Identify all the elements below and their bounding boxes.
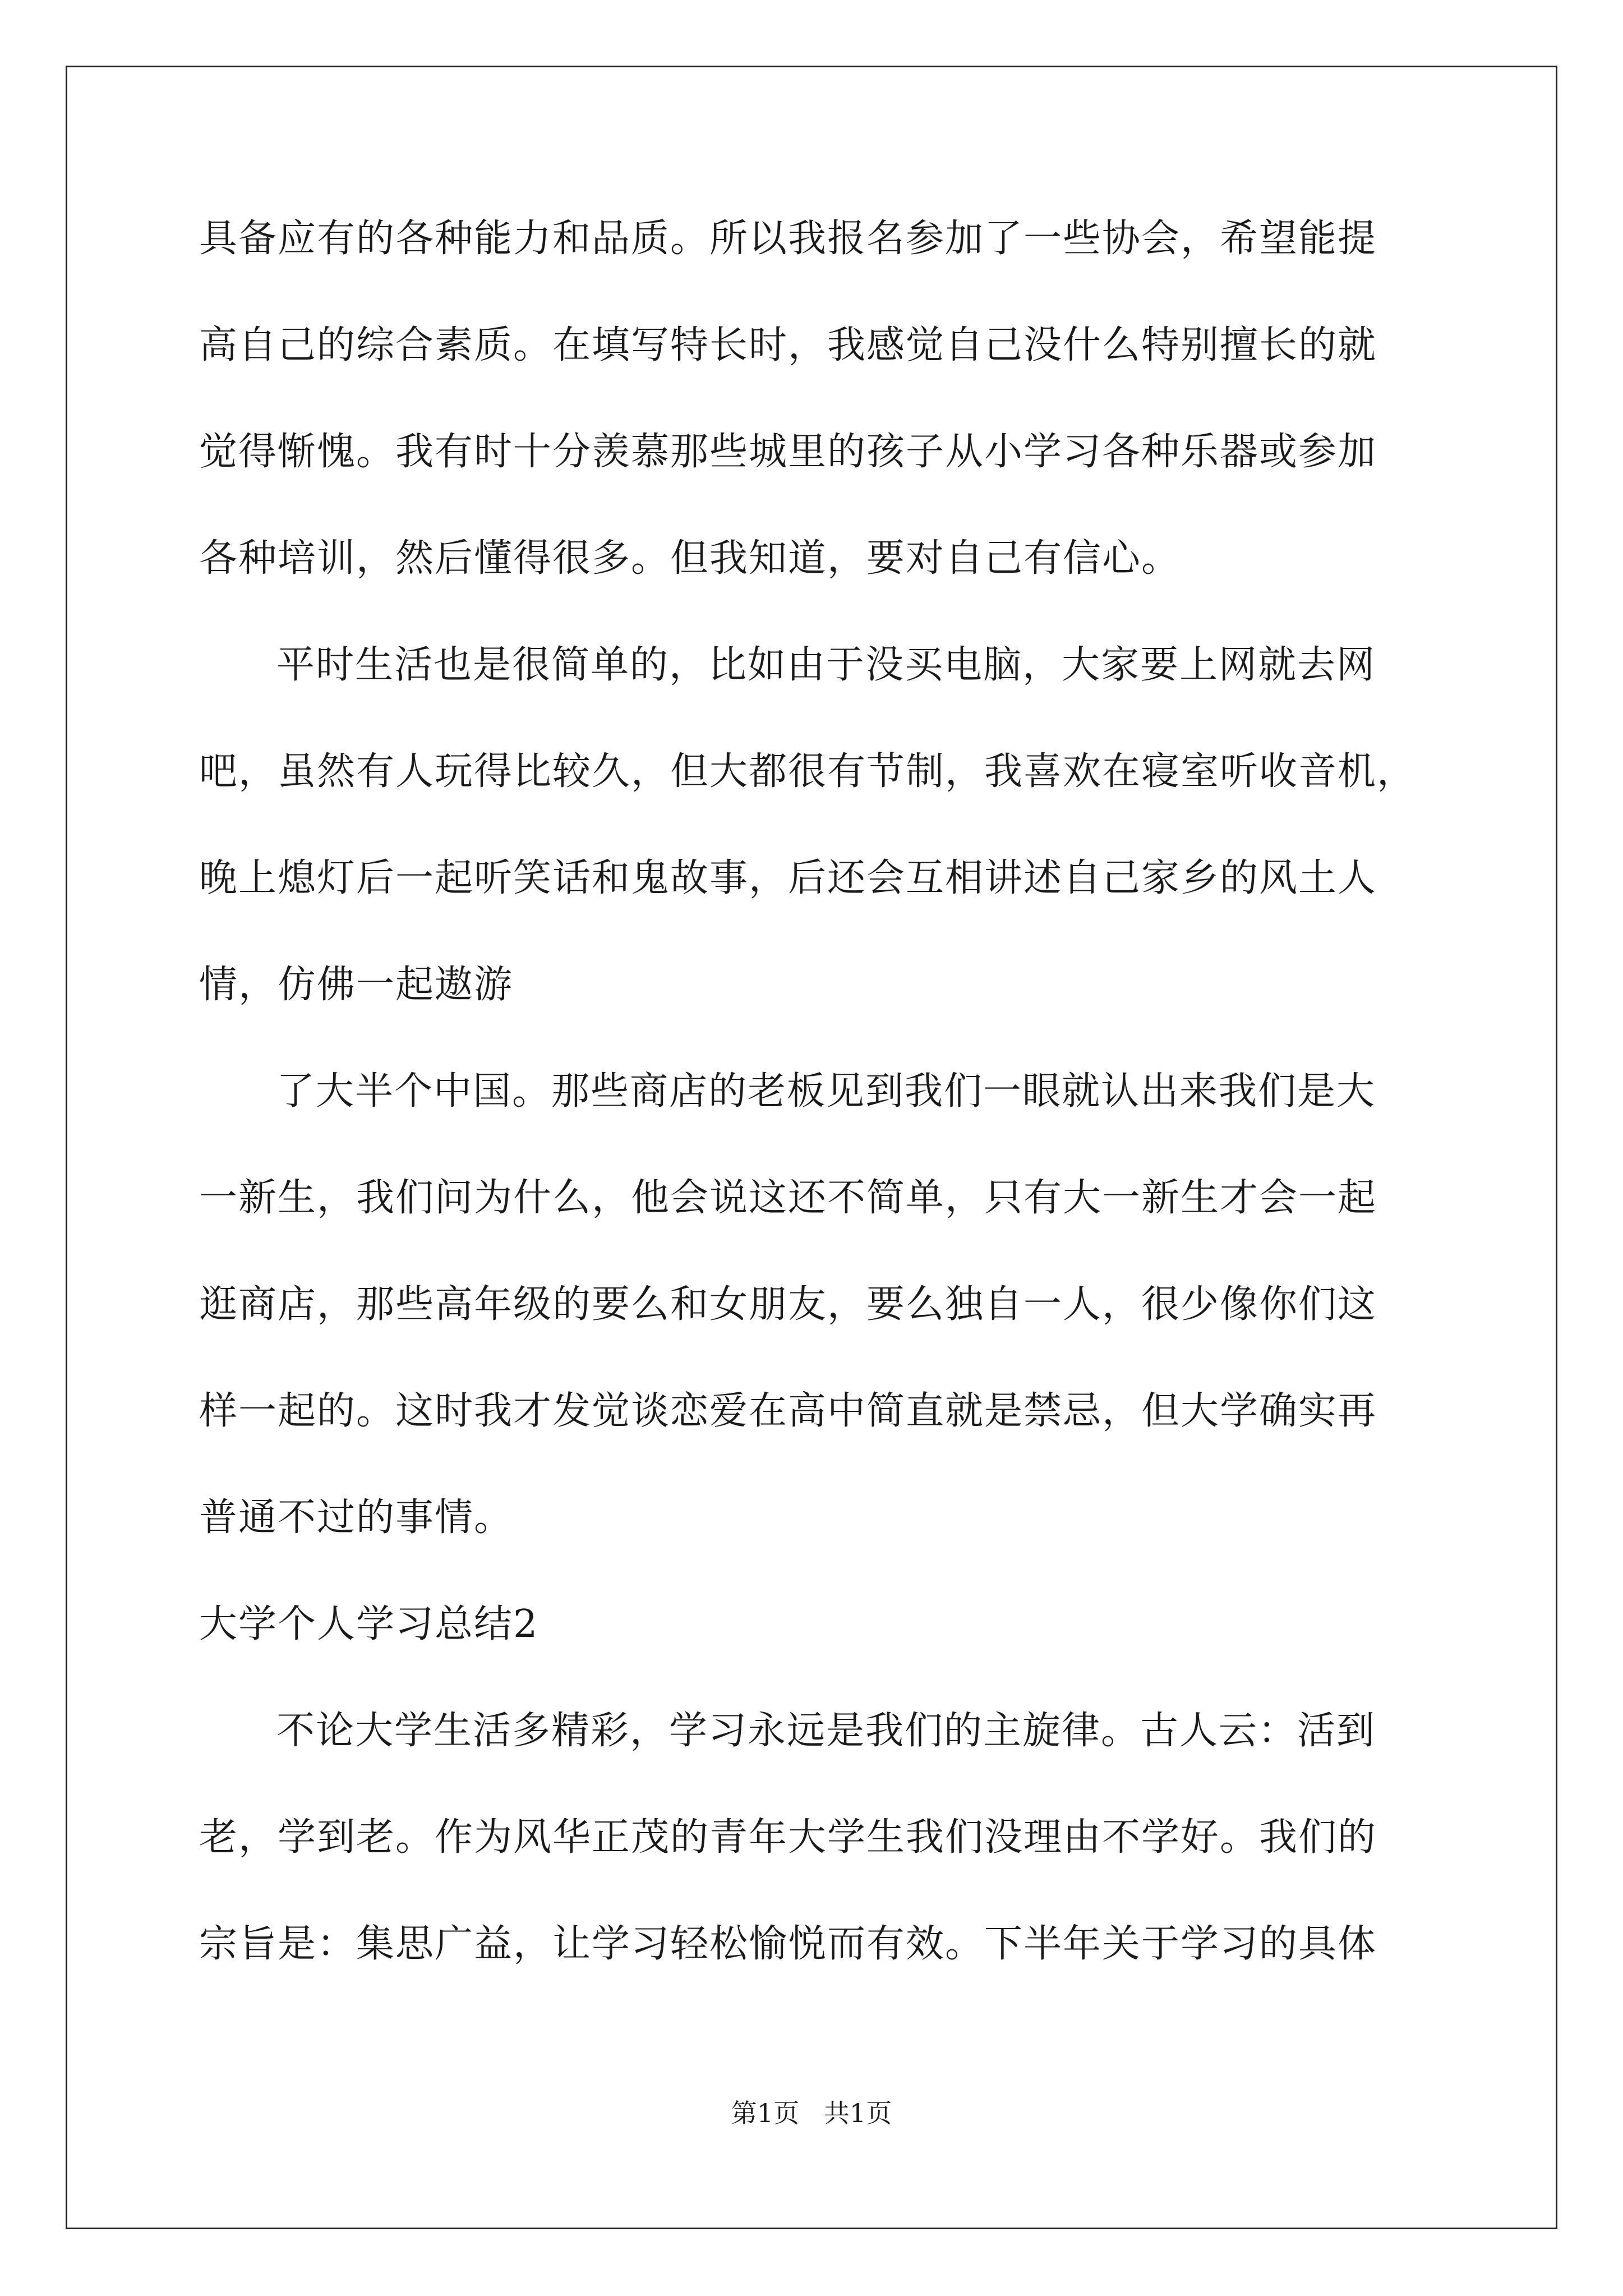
paragraph-line: 高自己的综合素质。在填写特长时，我感觉自己没什么特别擅长的就 — [199, 323, 1377, 367]
paragraph-line: 各种培训，然后懂得很多。但我知道，要对自己有信心。 — [199, 536, 1181, 581]
paragraph-line: 觉得惭愧。我有时十分羡慕那些城里的孩子从小学习各种乐器或参加 — [199, 430, 1377, 474]
section-heading: 大学个人学习总结2 — [199, 1602, 539, 1646]
paragraph-line: 平时生活也是很简单的，比如由于没买电脑，大家要上网就去网 — [276, 643, 1376, 687]
paragraph-line: 吧，虽然有人玩得比较久，但大都很有节制，我喜欢在寝室听收音机， — [199, 749, 1417, 794]
paragraph-line: 情，仿佛一起遨游 — [199, 963, 514, 1007]
paragraph-line: 老，学到老。作为风华正茂的青年大学生我们没理由不学好。我们的 — [199, 1815, 1377, 1860]
paragraph-line: 晚上熄灯后一起听笑话和鬼故事，后还会互相讲述自己家乡的风土人 — [199, 856, 1377, 900]
paragraph-line: 了大半个中国。那些商店的老板见到我们一眼就认出来我们是大 — [276, 1069, 1376, 1114]
paragraph-line: 样一起的。这时我才发觉谈恋爱在高中简直就是禁忌，但大学确实再 — [199, 1389, 1377, 1433]
page-footer: 第1页 共1页 — [731, 2098, 892, 2128]
paragraph-line: 具备应有的各种能力和品质。所以我报名参加了一些协会，希望能提 — [199, 217, 1377, 261]
paragraph-line: 宗旨是：集思广益，让学习轻松愉悦而有效。下半年关于学习的具体 — [199, 1922, 1377, 1966]
paragraph-line: 逛商店，那些高年级的要么和女朋友，要么独自一人，很少像你们这 — [199, 1282, 1377, 1327]
paragraph-line: 普通不过的事情。 — [199, 1496, 514, 1540]
paragraph-line: 一新生，我们问为什么，他会说这还不简单，只有大一新生才会一起 — [199, 1176, 1377, 1220]
paragraph-line: 不论大学生活多精彩，学习永远是我们的主旋律。古人云：活到 — [276, 1709, 1376, 1753]
document-body — [199, 212, 1438, 2024]
